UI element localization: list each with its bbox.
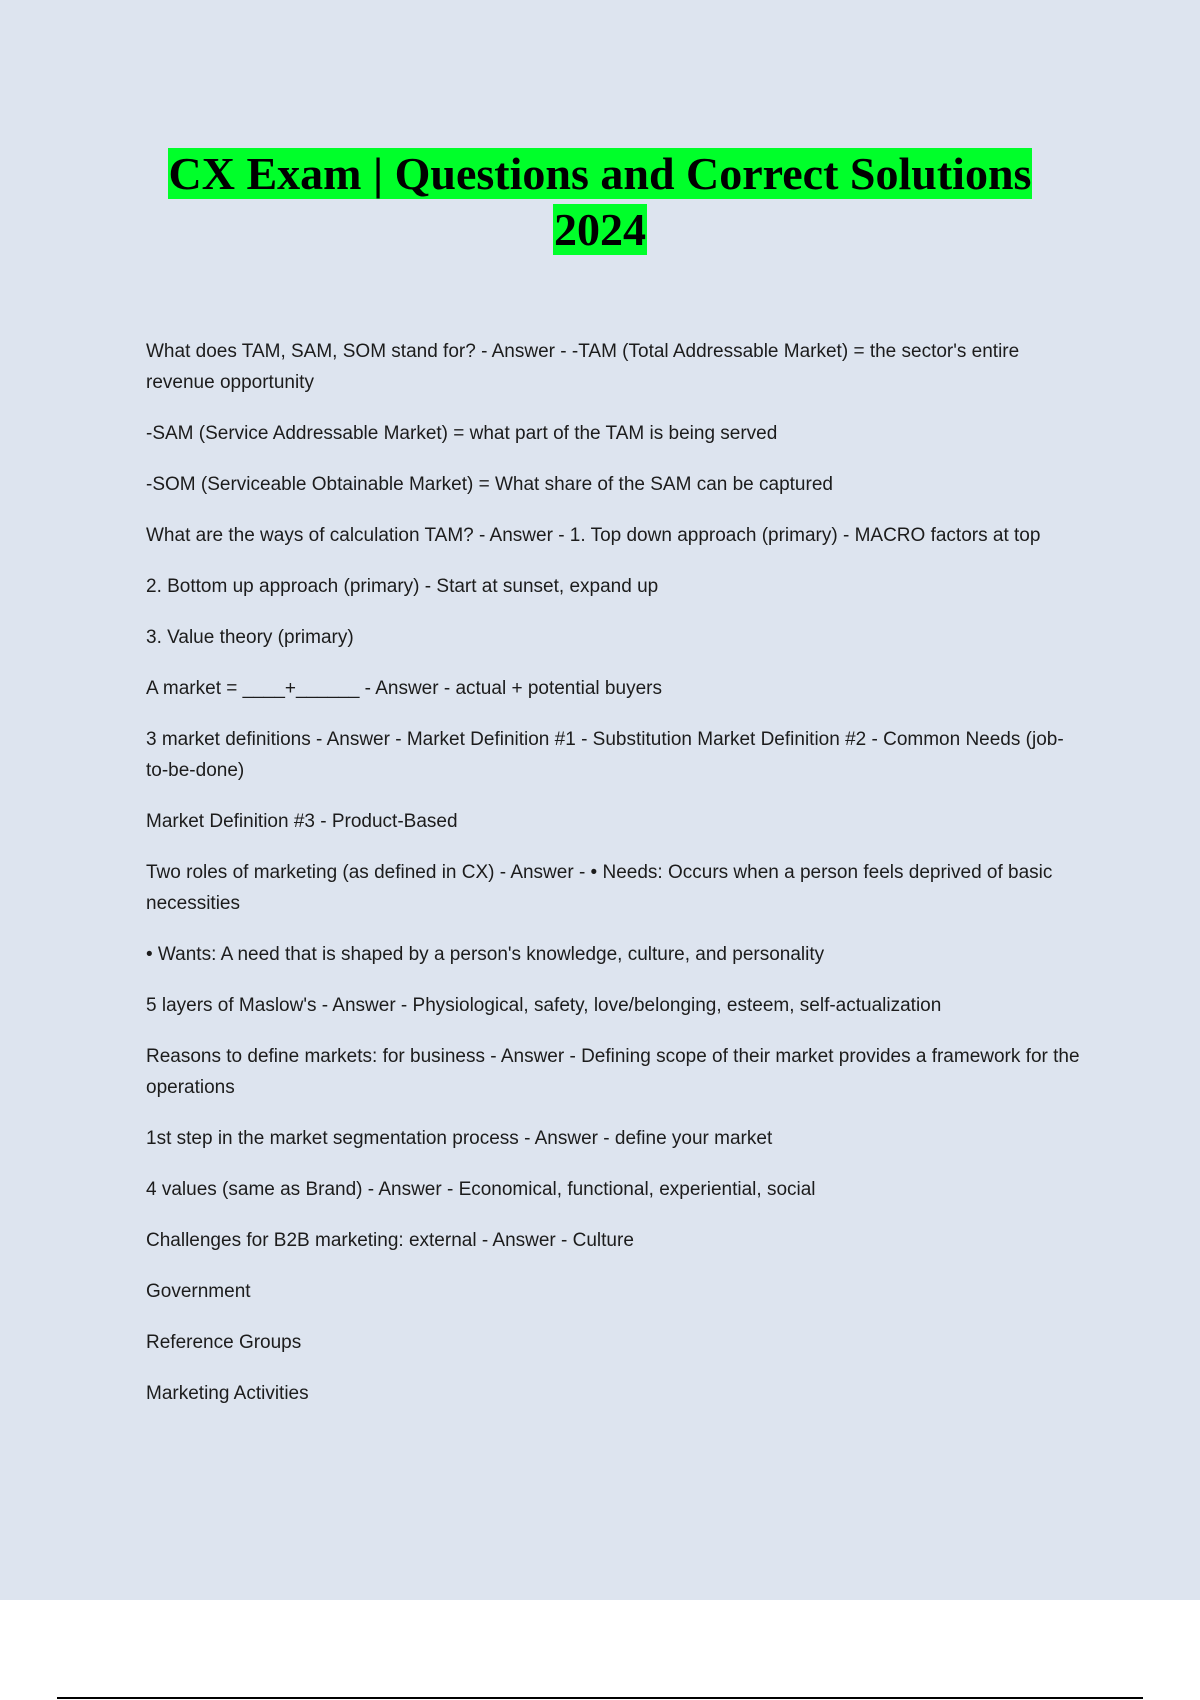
paragraph: A market = ____+______ - Answer - actual + potential buyers — [146, 678, 662, 699]
paragraph: • Wants: A need that is shaped by a person's knowledge, culture, and personality — [146, 944, 825, 965]
paragraph: Reference Groups — [146, 1332, 302, 1353]
paragraph: What does TAM, SAM, SOM stand for? - Answer - -TAM (Total Addressable Market) = the sector's entire revenue opportunity — [146, 341, 1020, 393]
paragraph: Market Definition #3 - Product-Based — [146, 811, 458, 832]
document-body — [146, 336, 1080, 1429]
paragraph: -SAM (Service Addressable Market) = what part of the TAM is being served — [146, 423, 778, 444]
paragraph: Two roles of marketing (as defined in CX) - Answer - • Needs: Occurs when a person feels deprived of basic necessities — [146, 862, 1053, 914]
paragraph: 2. Bottom up approach (primary) - Start at sunset, expand up — [146, 576, 659, 597]
title-line-2 — [0, 202, 1200, 258]
paragraph: Government — [146, 1281, 251, 1302]
page-title — [0, 146, 1200, 258]
paragraph: 3. Value theory (primary) — [146, 627, 354, 648]
title-line-1-text: CX Exam | Questions and Correct Solutions — [168, 148, 1032, 199]
paragraph: Challenges for B2B marketing: external - Answer - Culture — [146, 1230, 634, 1251]
paragraph: -SOM (Serviceable Obtainable Market) = What share of the SAM can be captured — [146, 474, 833, 495]
paragraph: 3 market definitions - Answer - Market Definition #1 - Substitution Market Definition #2 - Common Needs (job-to-be-done) — [146, 729, 1064, 781]
title-line-1 — [0, 146, 1200, 202]
paragraph: Marketing Activities — [146, 1383, 309, 1404]
paragraph: 1st step in the market segmentation process - Answer - define your market — [146, 1128, 773, 1149]
paragraph: 5 layers of Maslow's - Answer - Physiological, safety, love/belonging, esteem, self-actualization — [146, 995, 942, 1016]
footer-divider — [57, 1697, 1143, 1699]
paragraph: 4 values (same as Brand) - Answer - Economical, functional, experiential, social — [146, 1179, 816, 1200]
paragraph: Reasons to define markets: for business - Answer - Defining scope of their market provides a framework for the operations — [146, 1046, 1080, 1098]
title-line-2-text: 2024 — [554, 204, 646, 255]
paragraph: What are the ways of calculation TAM? - Answer - 1. Top down approach (primary) - MACRO factors at top — [146, 525, 1041, 546]
